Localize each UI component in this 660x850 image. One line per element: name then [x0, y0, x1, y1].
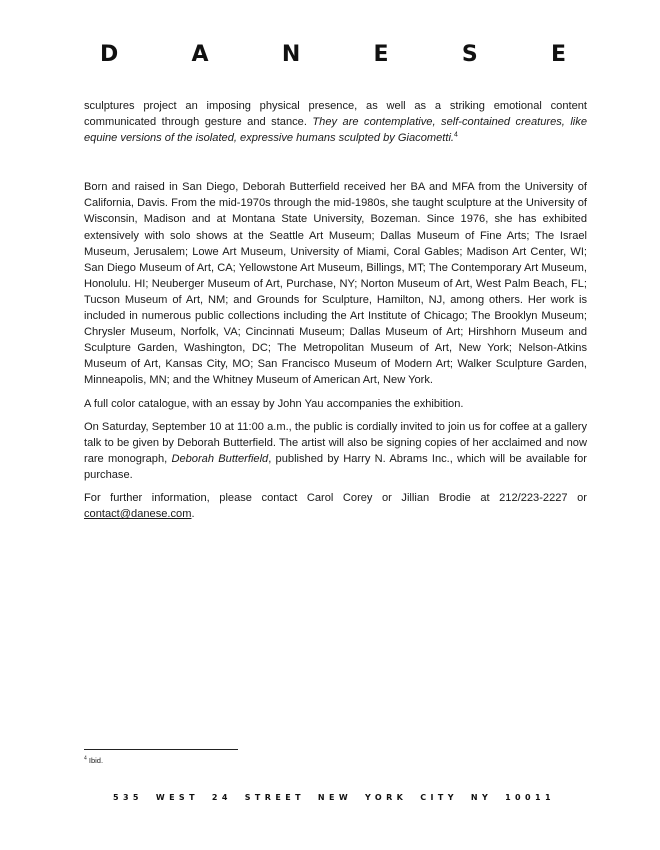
letterhead-logo	[100, 44, 566, 66]
contact-text-end: .	[191, 508, 195, 521]
footnote-reference: 4	[454, 131, 458, 139]
intro-italic-quote: They are contemplative, self-contained creatures, like equine versions of the isolated, expressive humans sculpted by Giacometti.	[84, 116, 587, 145]
address-word: NEW	[317, 793, 353, 802]
footnote-text: Ibid.	[86, 756, 104, 765]
catalogue-paragraph: A full color catalogue, with an essay by John Yau accompanies the exhibition.	[84, 397, 464, 410]
contact-email-link[interactable]: contact@danese.com	[84, 508, 192, 521]
footnote	[84, 756, 103, 766]
intro-text: sculptures project an imposing physical presence, as well as a striking emotional content communicated through gesture and stance.	[84, 100, 587, 129]
contact-text: For further information, please contact Carol Corey or Jillian Brodie at 212/223-2227 or	[84, 491, 587, 504]
gallery-address	[113, 793, 555, 802]
address-word: NY	[470, 793, 493, 802]
event-text-end: , published by Harry N. Abrams Inc., which will be available for purchase.	[84, 452, 587, 481]
biography-paragraph: Born and raised in San Diego, Deborah Butterfield received her BA and MFA from the University of California, Davis. From the mid-1970s through the mid-1980s, she taught sculpture at the University of Wisconsin, Madison and at Montana State University, Bozeman. Since 1976, she has exhibited extensively with solo shows at the Seattle Art Museum; Dallas Museum of Fine Arts; The Israel Museum, Jerusalem; Lowe Art Museum, University of Miami, Coral Gables; Madison Art Center, WI; San Diego Museum of Art, CA; Yellowstone Art Museum, Billings, MT; The Contemporary Art Museum, Honolulu. HI; Neuberger Museum of Art, Purchase, NY; Norton Museum of Art, West Palm Beach, FL; Tucson Museum of Art, NM; and Grounds for Sculpture, Hamilton, NJ, among others. Her work is included in numerous public collections including the Art Institute of Chicago; The Brooklyn Museum; Chrysler Museum, Norfolk, VA; Cincinnati Museum; Dallas Museum of Art; Hirshhorn Museum and Sculpture Garden, Washington, DC; The Metropolitan Museum of Art, New York; Nelson-Atkins Museum of Art, Kansas City, MO; San Francisco Museum of Modern Art; Walker Sculpture Garden, Minneapolis, MN; and the Whitney Museum of American Art, New York.	[84, 181, 587, 387]
logo-letter: E	[550, 42, 566, 67]
address-word: YORK	[365, 793, 408, 802]
logo-letter: N	[281, 42, 301, 67]
address-word: 535	[113, 793, 143, 802]
press-release-body	[84, 98, 587, 529]
event-text: On Saturday, September 10 at 11:00 a.m., the public is cordially invited to join us for coffee at a gallery talk to be given by Deborah Butterfield. The artist will also be signing copies of her acclaimed and now rare monograph,	[84, 420, 587, 465]
contact-paragraph	[84, 490, 587, 522]
logo-letter: S	[461, 42, 478, 67]
address-word: 10011	[505, 793, 555, 802]
address-word: WEST	[155, 793, 199, 802]
intro-paragraph	[84, 98, 587, 146]
address-word: CITY	[420, 793, 458, 802]
logo-letter: D	[100, 42, 119, 67]
address-word: STREET	[244, 793, 305, 802]
footnote-divider	[84, 749, 238, 750]
address-word: 24	[211, 793, 232, 802]
logo-letter: E	[373, 42, 389, 67]
logo-letter: A	[191, 42, 209, 67]
monograph-title: Deborah Butterfield	[171, 452, 269, 465]
footnote-mark: 4	[84, 755, 87, 762]
event-paragraph	[84, 419, 587, 483]
